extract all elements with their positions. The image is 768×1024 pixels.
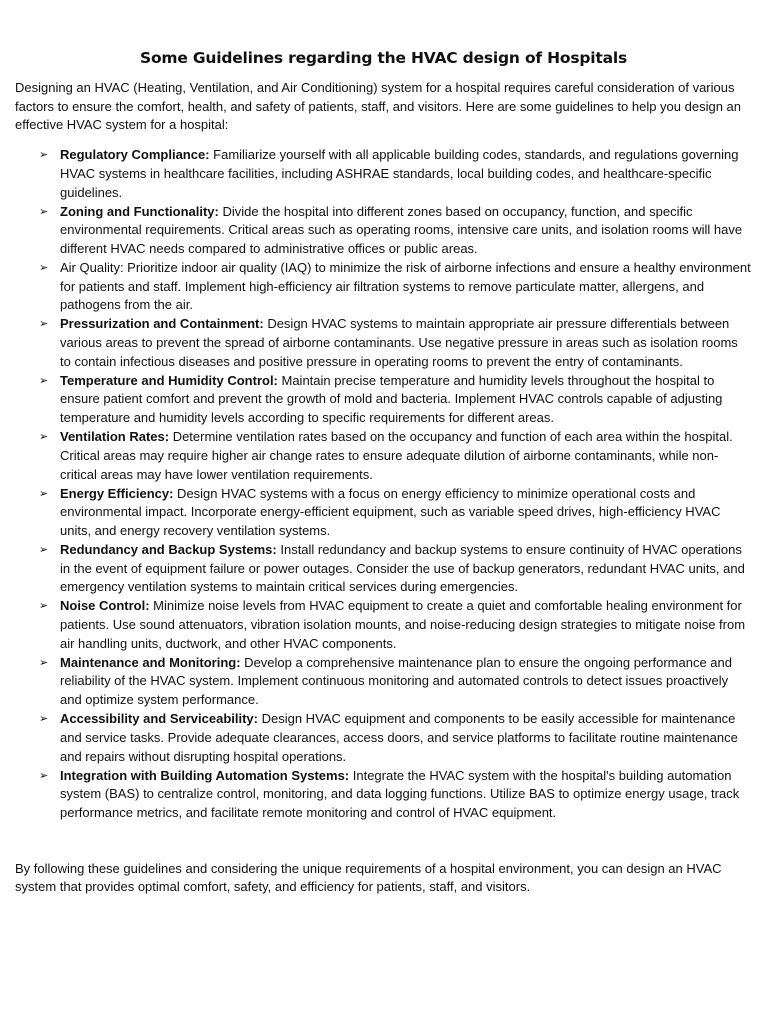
page-title: Some Guidelines regarding the HVAC design of Hospitals bbox=[140, 49, 627, 67]
guideline-text: Design HVAC equipment and components to be easily accessible for maintenance and service tasks. Provide adequate clearances, access doors, and service platforms to facilitate routine maintenance and repairs without disrupting hospital operations. bbox=[60, 711, 738, 764]
list-item bbox=[15, 654, 752, 710]
guideline-title: Redundancy and Backup Systems: bbox=[60, 541, 277, 557]
guideline-title: Ventilation Rates: bbox=[60, 429, 170, 445]
guideline-title: Noise Control: bbox=[60, 598, 150, 614]
list-item bbox=[15, 541, 752, 597]
list-item bbox=[15, 485, 752, 541]
list-item bbox=[15, 315, 752, 371]
guideline-title: Temperature and Humidity Control: bbox=[60, 372, 278, 388]
list-item bbox=[15, 146, 752, 202]
guideline-text: Divide the hospital into different zones based on occupancy, function, and specific environmental requirements. Critical areas such as operating rooms, intensive care units, and isolation rooms will have different HVAC needs compared to administrative offices or public areas. bbox=[60, 203, 743, 256]
guideline-title: Integration with Building Automation Systems: bbox=[60, 767, 350, 783]
guideline-title: Regulatory Compliance: bbox=[60, 147, 210, 163]
list-item bbox=[15, 428, 752, 484]
guideline-title: Energy Efficiency: bbox=[60, 485, 174, 501]
guideline-title: Pressurization and Containment: bbox=[60, 316, 264, 332]
guideline-title: Accessibility and Serviceability: bbox=[60, 711, 258, 727]
arrow-bullet-icon: ➢ bbox=[39, 543, 49, 556]
arrow-bullet-icon: ➢ bbox=[39, 205, 49, 218]
arrow-bullet-icon: ➢ bbox=[39, 769, 49, 782]
guideline-title: Zoning and Functionality: bbox=[60, 203, 219, 219]
guideline-text: Air Quality: Prioritize indoor air quality (IAQ) to minimize the risk of airborne infections and ensure a healthy environment for patients and staff. Implement high-efficiency air filtration systems to remove particulate matter, allergens, and pathogens from the air. bbox=[60, 259, 751, 313]
arrow-bullet-icon: ➢ bbox=[39, 431, 49, 444]
guideline-text: Familiarize yourself with all applicable building codes, standards, and regulations governing HVAC systems in healthcare facilities, including ASHRAE standards, local building codes, and healthcare-specific guidelines. bbox=[60, 147, 739, 200]
arrow-bullet-icon: ➢ bbox=[39, 149, 49, 162]
list-item bbox=[15, 710, 752, 766]
guideline-list bbox=[15, 146, 752, 823]
arrow-bullet-icon: ➢ bbox=[39, 487, 49, 500]
guideline-title: Maintenance and Monitoring: bbox=[60, 654, 241, 670]
arrow-bullet-icon: ➢ bbox=[39, 713, 49, 726]
conclusion-paragraph: By following these guidelines and considering the unique requirements of a hospital environment, you can design an HVAC system that provides optimal comfort, safety, and efficiency for patients, staff, and visitors. bbox=[15, 860, 722, 895]
guideline-text: Minimize noise levels from HVAC equipment to create a quiet and comfortable healing environment for patients. Use sound attenuators, vibration isolation mounts, and noise-reducing design strategies to mitigate noise from air handling units, ductwork, and other HVAC components. bbox=[60, 598, 746, 651]
guideline-text: Maintain precise temperature and humidity levels throughout the hospital to ensure patient comfort and prevent the growth of mold and bacteria. Implement HVAC controls capable of adjusting temperature and humidity levels according to specific requirements for different areas. bbox=[60, 372, 723, 426]
intro-paragraph: Designing an HVAC (Heating, Ventilation, and Air Conditioning) system for a hospital requires careful consideration of various factors to ensure the comfort, health, and safety of patients, staff, and visitors. Here are some guidelines to help you design an effective HVAC system for a hospital: bbox=[15, 80, 742, 133]
arrow-bullet-icon: ➢ bbox=[39, 374, 49, 387]
list-item bbox=[15, 259, 752, 315]
arrow-bullet-icon: ➢ bbox=[39, 656, 49, 669]
arrow-bullet-icon: ➢ bbox=[39, 261, 49, 274]
guideline-text: Determine ventilation rates based on the occupancy and function of each area within the hospital. Critical areas may require higher air change rates to ensure adequate dilution of airborne contaminants, while non-critical areas may have lower ventilation requirements. bbox=[60, 429, 733, 482]
list-item bbox=[15, 597, 752, 653]
list-item bbox=[15, 767, 752, 823]
list-item bbox=[15, 372, 752, 428]
guideline-text: Design HVAC systems with a focus on energy efficiency to minimize operational costs and environmental impact. Incorporate energy-efficient equipment, such as variable speed drives, high-efficiency HVAC units, and energy recovery ventilation systems. bbox=[60, 485, 721, 538]
arrow-bullet-icon: ➢ bbox=[39, 318, 49, 331]
guideline-text: Install redundancy and backup systems to ensure continuity of HVAC operations in the event of equipment failure or power outages. Consider the use of backup generators, redundant HVAC units, and emergency ventilation systems to maintain critical services during emergencies. bbox=[60, 541, 745, 595]
guideline-text: Design HVAC systems to maintain appropriate air pressure differentials between various areas to prevent the spread of airborne contaminants. Use negative pressure in areas such as isolation rooms to contain infectious diseases and positive pressure in operating rooms to prevent the entry of contaminants. bbox=[60, 316, 738, 369]
guideline-text: Develop a comprehensive maintenance plan to ensure the ongoing performance and reliability of the HVAC system. Implement continuous monitoring and automated controls to detect issues proactively and optimize system performance. bbox=[60, 654, 732, 708]
arrow-bullet-icon: ➢ bbox=[39, 600, 49, 613]
guideline-text: Integrate the HVAC system with the hospital's building automation system (BAS) to centralize control, monitoring, and data logging functions. Utilize BAS to optimize energy usage, track performance metrics, and facilitate remote monitoring and control of HVAC equipment. bbox=[60, 767, 740, 820]
list-item bbox=[15, 203, 752, 259]
